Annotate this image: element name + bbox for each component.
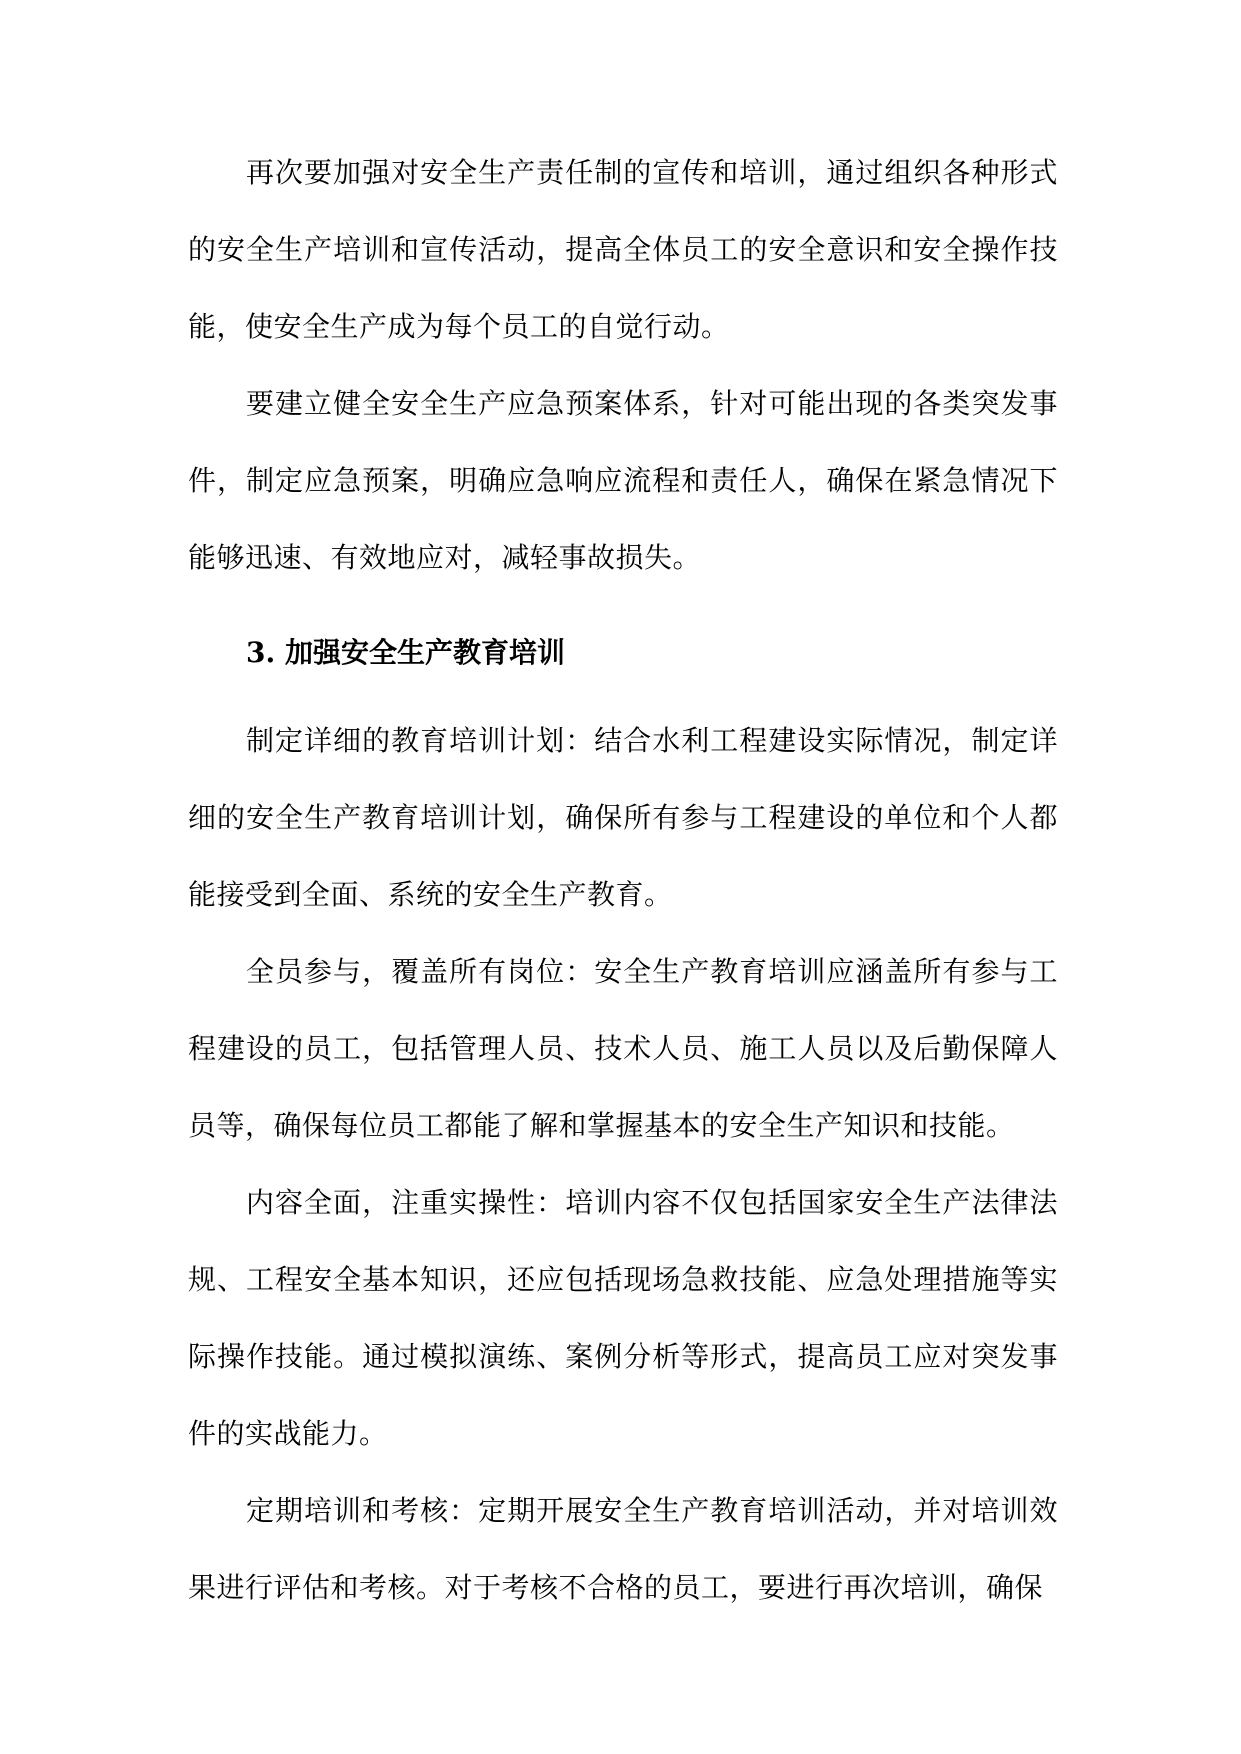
paragraph-practical-content: 内容全面，注重实操性：培训内容不仅包括国家安全生产法律法规、工程安全基本知识，还应包括现场急救技能、应急处理措施等实际操作技能。通过模拟演练、案例分析等形式，提高员工应对突发事件的实战能力。 <box>188 1186 1058 1450</box>
section-heading: 3. 加强安全生产教育培训 <box>246 636 565 669</box>
paragraph-periodic-assessment: 定期培训和考核：定期开展安全生产教育培训活动，并对培训效果进行评估和考核。对于考核不合格的员工，要进行再次培训，确保 <box>188 1494 1058 1604</box>
paragraph-emergency-plan: 要建立健全安全生产应急预案体系，针对可能出现的各类突发事件，制定应急预案，明确应急响应流程和责任人，确保在紧急情况下能够迅速、有效地应对，减轻事故损失。 <box>188 387 1058 574</box>
paragraph-safety-training-promotion: 再次要加强对安全生产责任制的宣传和培训，通过组织各种形式的安全生产培训和宣传活动，提高全体员工的安全意识和安全操作技能，使安全生产成为每个员工的自觉行动。 <box>188 156 1058 343</box>
paragraph-full-participation: 全员参与，覆盖所有岗位：安全生产教育培训应涵盖所有参与工程建设的员工，包括管理人员、技术人员、施工人员以及后勤保障人员等，确保每位员工都能了解和掌握基本的安全生产知识和技能。 <box>188 955 1058 1142</box>
paragraph-training-plan: 制定详细的教育培训计划：结合水利工程建设实际情况，制定详细的安全生产教育培训计划，确保所有参与工程建设的单位和个人都能接受到全面、系统的安全生产教育。 <box>188 724 1058 911</box>
